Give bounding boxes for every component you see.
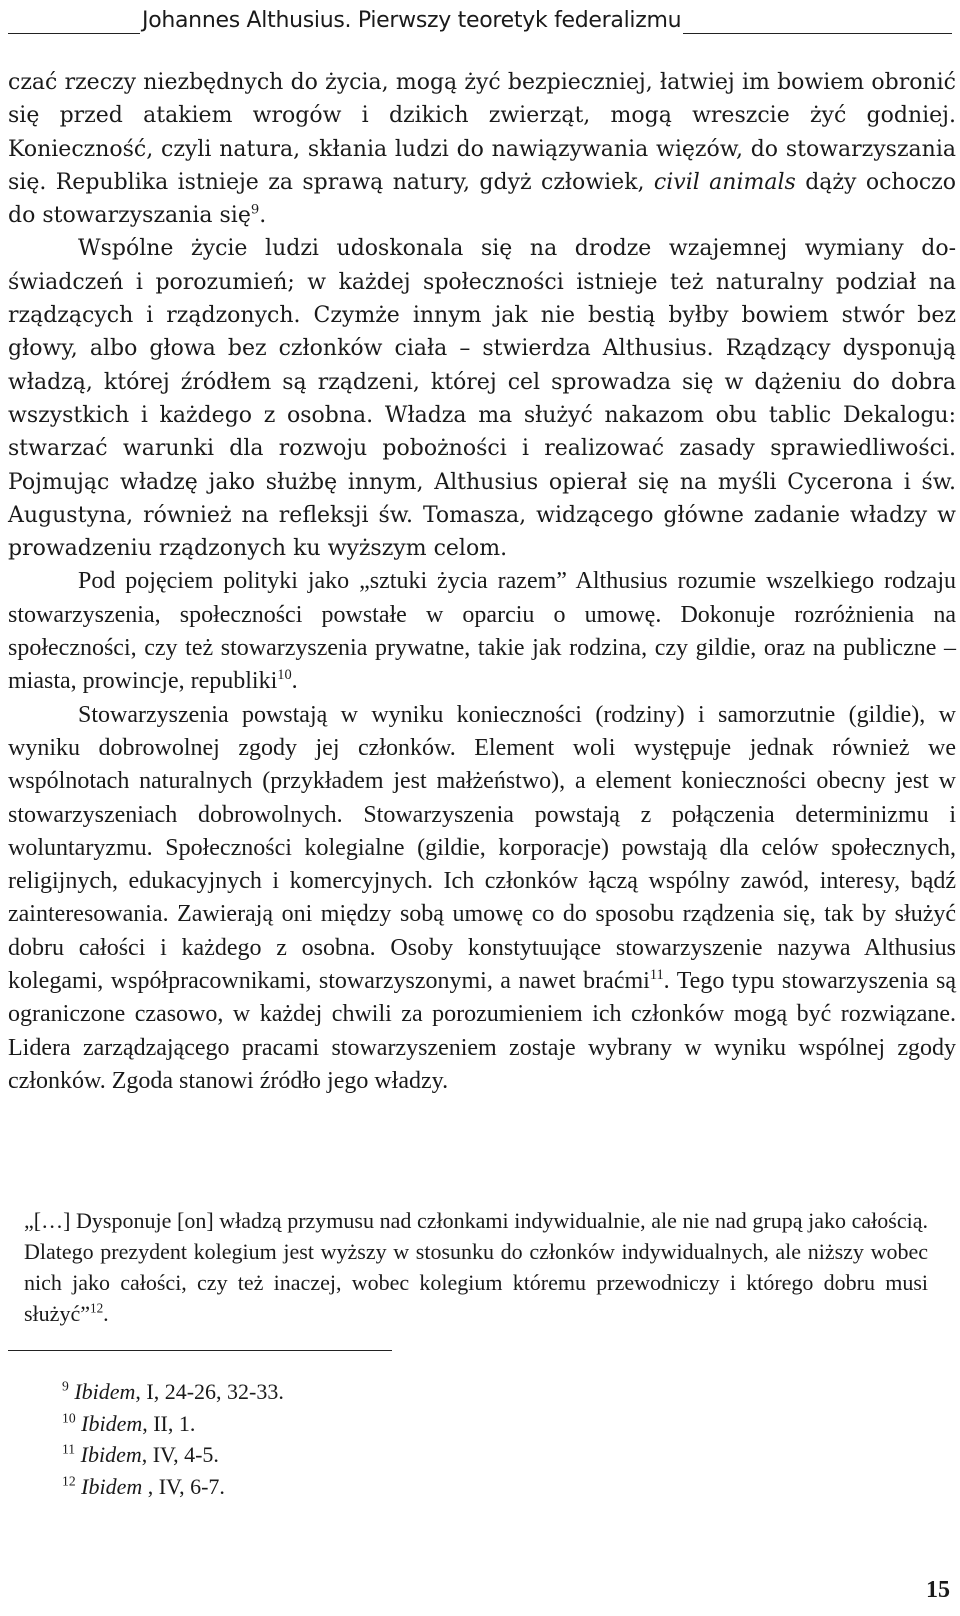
footnote-11	[62, 1439, 284, 1471]
paragraph-3-text: Pod pojęciem polityki jako „sztuki życia razem” Althusius rozumie wszelkiego rodzaju stowarzyszenia, społeczności powstałe w oparciu o umowę. Dokonuje rozróżnienia na społeczności, czy też stowarzyszenia prywatne, takie jak rodzina, czy gildie, oraz na publiczne – miasta, prowincje, republiki	[8, 568, 956, 695]
footnote-9	[62, 1376, 284, 1408]
footnote-number: 10	[62, 1410, 76, 1426]
footnote-number: 9	[62, 1378, 69, 1394]
footnote-italic: Ibidem	[80, 1442, 142, 1467]
quote-text: „[…] Dysponuje [on] władzą przymusu nad członkami indywidualnie, ale nie nad grupą jako całością. Dlatego prezydent kolegium jest wyższy w stosunku do członków indywidualnych, ale niższy wobec nich jako całości, czy też inaczej, wobec kolegium któremu przewodniczy i którego dobru musi służyć”	[24, 1208, 928, 1326]
footnote-separator	[8, 1350, 392, 1351]
paragraph-1	[8, 66, 956, 232]
footnote-ref-12[interactable]: 12	[89, 1300, 104, 1316]
footnote-text: , II, 1.	[142, 1410, 196, 1436]
header-rule-left	[8, 7, 140, 34]
footnote-10	[62, 1408, 284, 1440]
footnote-number: 12	[62, 1473, 76, 1489]
quote-end: .	[103, 1301, 109, 1326]
page-number: 15	[926, 1577, 950, 1603]
paragraph-4	[8, 699, 956, 1099]
footnote-ref-10[interactable]: 10	[277, 667, 292, 684]
footnote-12	[62, 1471, 284, 1503]
paragraph-1-text: czać rzeczy niezbędnych do życia, mogą żyć bezpieczniej, łatwiej im bowiem obronić się przed atakiem wrogów i dzikich zwierząt, mogą wreszcie żyć godniej. Konieczność, czyli natura, skłania ludzi do nawiązywania więzów, do stowarzyszania się. Republika istnieje za sprawą natury, gdyż człowiek,	[8, 70, 956, 195]
footnote-italic: Ibidem	[81, 1410, 143, 1436]
paragraph-4-text-b: . Tego typu stowarzyszenia są ograniczone czasowo, w każdej chwili za porozumieniem ich członków mogą być rozwiązane. Lidera zarządzającego pracami stowarzyszeniem zostaje wybrany w wyniku wspólnej zgody członków. Zgoda stanowi źródło jego władzy.	[8, 968, 956, 1094]
footnote-number: 11	[62, 1441, 76, 1457]
footnote-italic: Ibidem	[74, 1379, 136, 1404]
footnote-italic: Ibidem	[81, 1473, 143, 1499]
block-quote	[24, 1205, 928, 1329]
footnote-ref-9[interactable]: 9	[250, 202, 260, 218]
main-text	[8, 66, 956, 1098]
paragraph-4-text: Stowarzyszenia powstają w wyniku konieczności (rodziny) i samorzutnie (gildie), w wyniku dobrowolnej zgody jej członków. Element woli występuje jednak również we wspólnotach naturalnych (przykładem jest małżeństwo), a element konieczności obecny jest w stowarzyszeniach dobrowolnych. Stowarzyszenia powstają z połączenia determinizmu i woluntaryzmu. Społeczności kolegialne (gildie, korporacje) powstają dla celów społecznych, religijnych, edukacyjnych i komercyjnych. Ich członków łączą wspólny zawód, interesy, bądź zainteresowania. Zawierają oni między sobą umowę co do sposobu rządzenia się, tak by służyć dobru całości i każdego z osobna. Osoby konstytuujące stowarzyszenie nazywa Althusius kolegami, współpracownikami, stowarzyszonymi, a nawet braćmi	[8, 701, 956, 995]
running-header	[8, 0, 952, 34]
paragraph-1-italic: civil animals	[653, 169, 796, 195]
paragraph-2: Wspólne życie ludzi udoskonala się na drodze wzajemnej wymiany doświadczeń i porozumień; w każdej społeczności istnieje też naturalny podział na rządzących i rządzonych. Czymże innym jak nie bestią byłby bowiem stwór bez głowy, albo głowa bez członków ciała – stwierdza Althusius. Rządzący dysponują władzą, której źródłem są rządzeni, której cel sprowadza się w dążeniu do dobra wszystkich i każdego z osobna. Władza ma służyć nakazom obu tablic Dekalogu: stwarzać warunki dla rozwoju pobożności i realizować zasady sprawiedliwości. Pojmując władzę jako służbę innym, Althusius opierał się na myśli Cycerona i św. Augustyna, również na refleksji św. Tomasza, widzącego główne zadanie władzy w prowadzeniu rządzonych ku wyższym celom.	[8, 236, 956, 562]
quote-paragraph	[24, 1205, 928, 1329]
header-rule-right	[683, 7, 952, 34]
footnote-text: , I, 24-26, 32-33.	[135, 1379, 284, 1404]
running-title: Johannes Althusius. Pierwszy teoretyk federalizmu	[142, 8, 682, 33]
footnote-text: , IV, 6-7.	[142, 1473, 225, 1499]
paragraph-1-end: .	[259, 203, 267, 229]
footnote-ref-11[interactable]: 11	[649, 967, 664, 984]
footnote-text: , IV, 4-5.	[141, 1442, 219, 1467]
paragraph-1-text-b: dąży ochoczo do stowarzyszania się	[8, 169, 956, 229]
paragraph-3-end: .	[291, 668, 298, 695]
footnotes	[62, 1376, 284, 1502]
paragraph-3	[8, 565, 956, 698]
